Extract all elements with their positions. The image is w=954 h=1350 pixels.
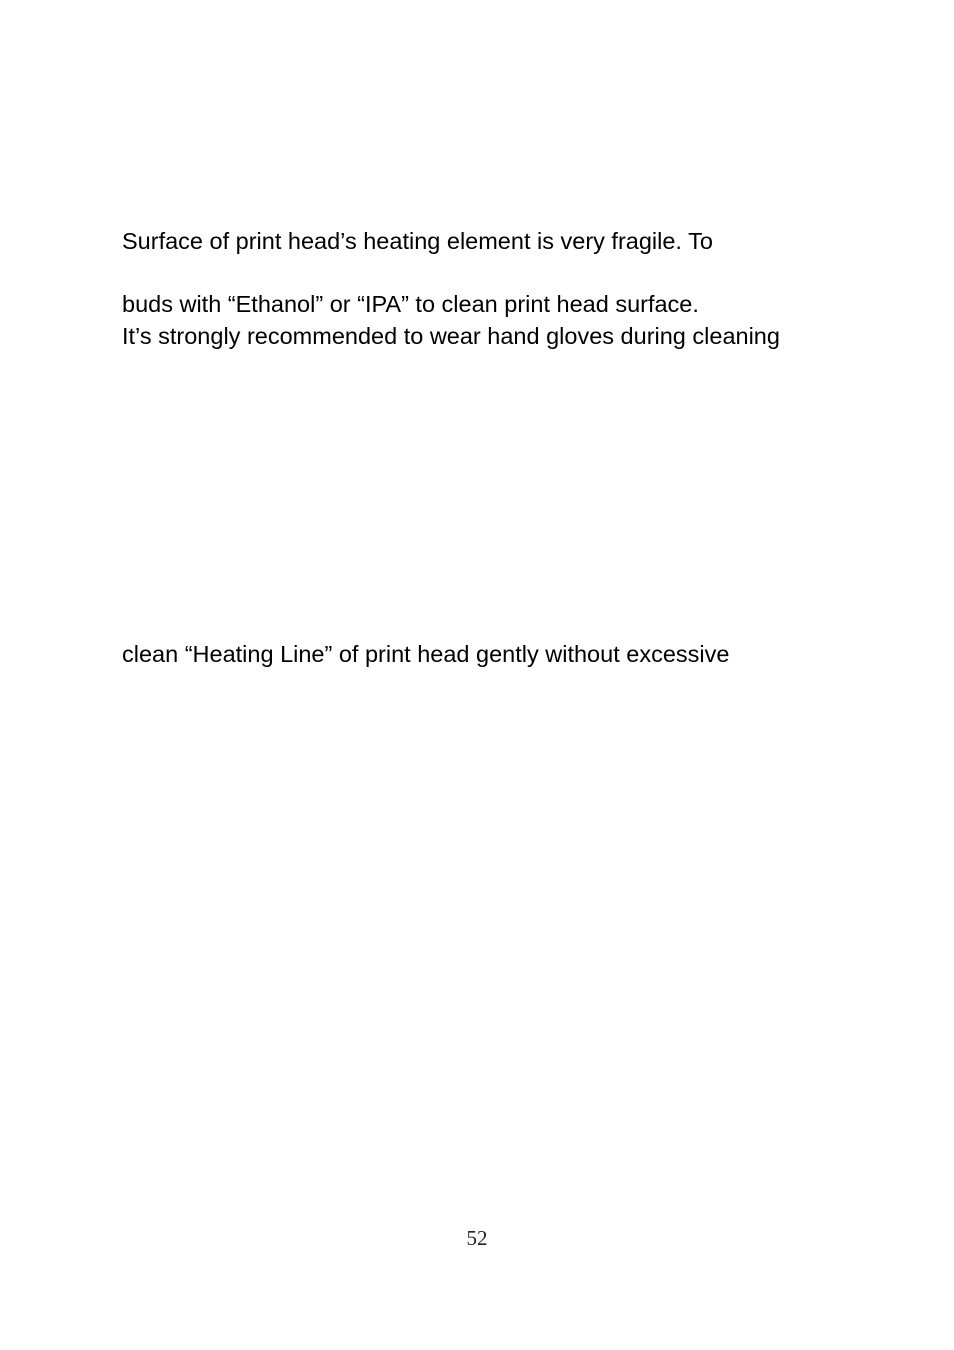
text-line-4: clean “Heating Line” of print head gently without excessive — [122, 641, 730, 667]
text-line-1: Surface of print head’s heating element is very fragile. To — [122, 228, 713, 254]
text-line-3: It’s strongly recommended to wear hand gloves during cleaning — [122, 323, 780, 349]
text-line-2: buds with “Ethanol” or “IPA” to clean print head surface. — [122, 291, 699, 317]
page-number: 52 — [466, 1226, 488, 1250]
